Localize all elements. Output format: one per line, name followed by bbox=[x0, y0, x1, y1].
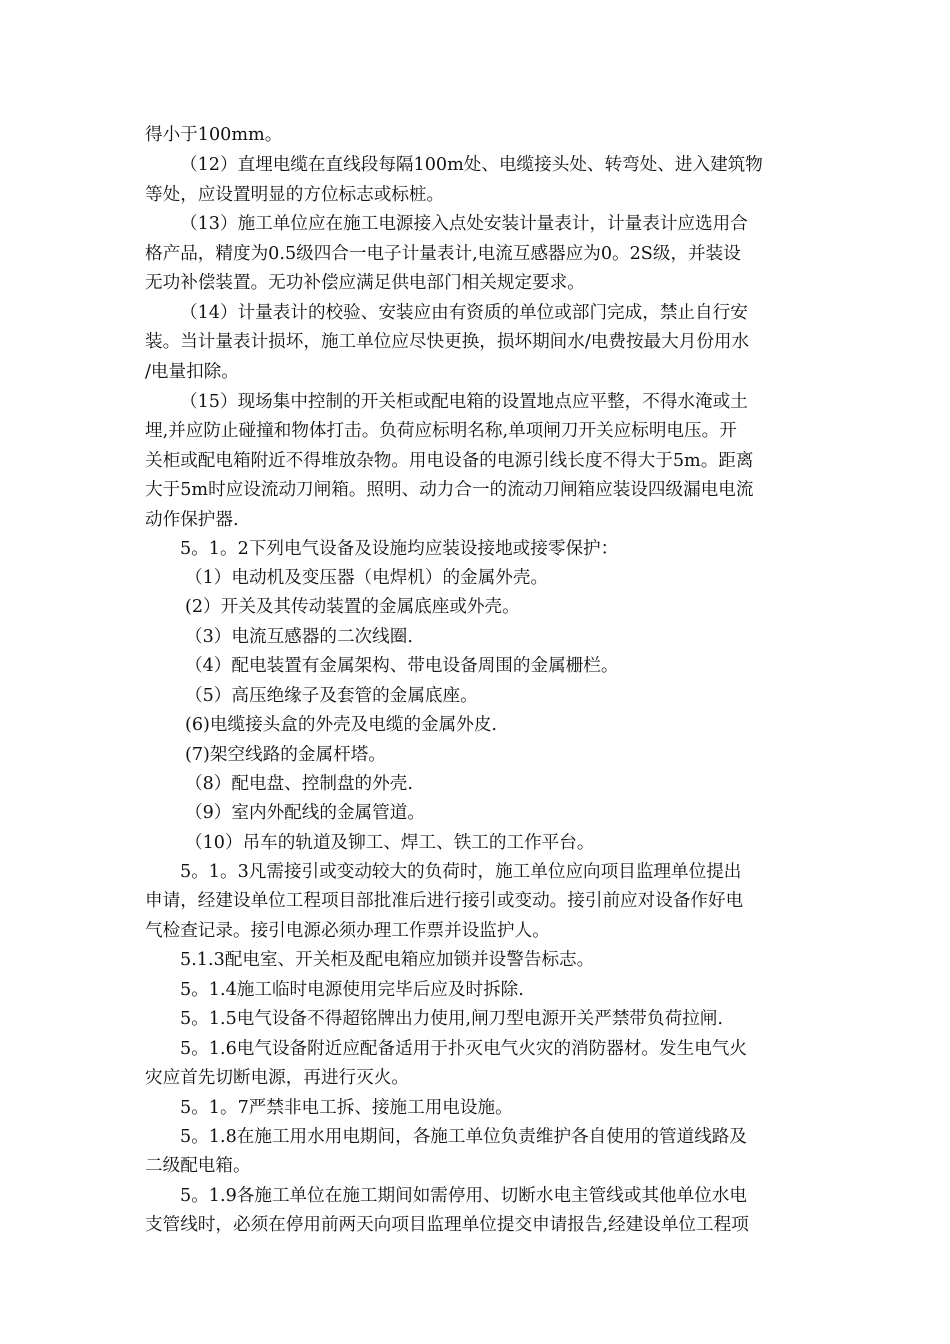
text-line: （1）电动机及变压器（电焊机）的金属外壳。 bbox=[185, 568, 549, 588]
text-line: (2）开关及其传动装置的金属底座或外壳。 bbox=[185, 597, 520, 617]
text-line: 埋,并应防止碰撞和物体打击。负荷应标明名称,单项闸刀开关应标明电压。开 bbox=[145, 421, 737, 441]
text-line: /电量扣除。 bbox=[145, 362, 239, 382]
text-line: 5。1.9各施工单位在施工期间如需停用、切断水电主管线或其他单位水电 bbox=[180, 1186, 747, 1206]
text-line: （13）施工单位应在施工电源接入点处安装计量表计，计量表计应选用合 bbox=[180, 214, 748, 234]
text-line: 5。1.4施工临时电源使用完毕后应及时拆除. bbox=[180, 980, 524, 1000]
text-line: （12）直埋电缆在直线段每隔100m处、电缆接头处、转弯处、进入建筑物 bbox=[180, 155, 763, 175]
text-line: 二级配电箱。 bbox=[145, 1156, 251, 1176]
text-line: 得小于100mm。 bbox=[145, 125, 283, 145]
text-line: （4）配电装置有金属架构、带电设备周围的金属栅栏。 bbox=[185, 656, 619, 676]
text-line: 5。1.5电气设备不得超铭牌出力使用,闸刀型电源开关严禁带负荷拉闸. bbox=[180, 1009, 723, 1029]
text-line: 格产品，精度为0.5级四合一电子计量表计,电流互感器应为0。2S级，并装设 bbox=[145, 244, 741, 264]
text-line: 动作保护器. bbox=[145, 510, 239, 530]
text-line: 灾应首先切断电源，再进行灭火。 bbox=[145, 1068, 409, 1088]
text-line: （15）现场集中控制的开关柜或配电箱的设置地点应平整，不得水淹或土 bbox=[180, 392, 748, 412]
text-line: 5。1.8在施工用水用电期间，各施工单位负责维护各自使用的管道线路及 bbox=[180, 1127, 747, 1147]
text-line: 申请，经建设单位工程项目部批准后进行接引或变动。接引前应对设备作好电 bbox=[145, 891, 744, 911]
text-line: 5.1.3配电室、开关柜及配电箱应加锁并设警告标志。 bbox=[180, 950, 595, 970]
text-line: （8）配电盘、控制盘的外壳. bbox=[185, 774, 413, 794]
text-line: 5。1。2下列电气设备及设施均应装设接地或接零保护： bbox=[180, 539, 619, 559]
text-line: （14）计量表计的校验、安装应由有资质的单位或部门完成，禁止自行安 bbox=[180, 303, 748, 323]
text-line: 等处，应设置明显的方位标志或标桩。 bbox=[145, 185, 445, 205]
text-line: 5。1。3凡需接引或变动较大的负荷时，施工单位应向项目监理单位提出 bbox=[180, 862, 742, 882]
text-line: 关柜或配电箱附近不得堆放杂物。用电设备的电源引线长度不得大于5m。距离 bbox=[145, 451, 754, 471]
text-line: （5）高压绝缘子及套管的金属底座。 bbox=[185, 686, 478, 706]
text-line: （9）室内外配线的金属管道。 bbox=[185, 803, 425, 823]
text-line: 5。1。7严禁非电工拆、接施工用电设施。 bbox=[180, 1098, 513, 1118]
text-line: (6)电缆接头盒的外壳及电缆的金属外皮. bbox=[185, 715, 498, 735]
text-line: 大于5m时应设流动刀闸箱。照明、动力合一的流动刀闸箱应装设四级漏电电流 bbox=[145, 480, 754, 500]
text-line: （3）电流互感器的二次线圈. bbox=[185, 627, 413, 647]
text-line: （10）吊车的轨道及铆工、焊工、铁工的工作平台。 bbox=[185, 833, 595, 853]
text-line: (7)架空线路的金属杆塔。 bbox=[185, 745, 386, 765]
text-line: 5。1.6电气设备附近应配备适用于扑灭电气火灾的消防器材。发生电气火 bbox=[180, 1039, 747, 1059]
text-line: 气检查记录。接引电源必须办理工作票并设监护人。 bbox=[145, 921, 550, 941]
text-line: 装。当计量表计损坏，施工单位应尽快更换，损坏期间水/电费按最大月份用水 bbox=[145, 332, 750, 352]
text-line: 支管线时，必须在停用前两天向项目监理单位提交申请报告,经建设单位工程项 bbox=[145, 1215, 749, 1235]
text-line: 无功补偿装置。无功补偿应满足供电部门相关规定要求。 bbox=[145, 273, 585, 293]
